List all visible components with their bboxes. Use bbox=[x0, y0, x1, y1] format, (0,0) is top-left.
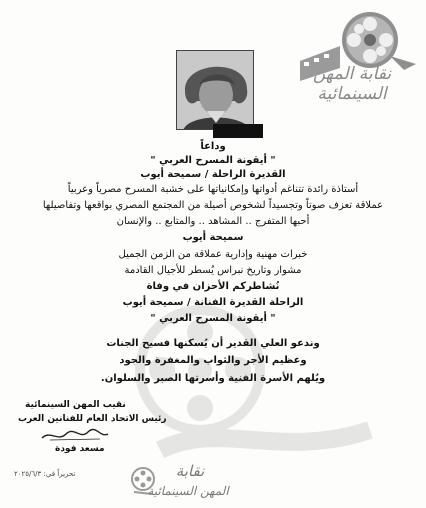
portrait-image bbox=[177, 51, 254, 130]
tribute-line-1: أستاذة رائدة تتناغم أدواتها وإمكانياتها على خشبة المسرح مصرياً وعربياً bbox=[67, 184, 359, 195]
signer-role-2: رئيس الاتحاد العام للفنانين العرب bbox=[18, 414, 167, 424]
prayer-line-3: ويُلهم الأسرة الفنية وأسرتها الصبر والسلوان. bbox=[100, 373, 326, 384]
tribute-line-3: أحبها المتفرج .. المشاهد .. والمتابع .. والإنسان bbox=[116, 216, 310, 227]
footer-logo-line-1: نقابة bbox=[175, 462, 205, 480]
tribute-line-2: عملاقة تعزف صوتاً وتجسيداً لشخوص أصيلة من المجتمع المصري بواقعها وتفاصيلها bbox=[42, 200, 384, 211]
handwritten-signature bbox=[40, 426, 110, 444]
signer-name: مسعد فودة bbox=[55, 444, 105, 454]
farewell-heading: وداعاً bbox=[200, 141, 226, 152]
late-artist-line: الراحلة القديرة الفنانة / سميحة أيوب bbox=[122, 297, 304, 308]
footer-logo-line-2: المهن السينمائية bbox=[147, 484, 229, 498]
tribute-line-4: خبرات مهنية وإدارية عملاقة من الزمن الجميل bbox=[118, 249, 308, 260]
film-reel-watermark bbox=[120, 300, 380, 470]
tribute-line-5: مشوار وتاريخ نبراس يُسطر للأجيال القادمة bbox=[124, 265, 302, 276]
signer-role-1: نقيب المهن السينمائية bbox=[25, 400, 126, 410]
condolence-line: نُشاطركم الأحزان في وفاة bbox=[146, 281, 280, 292]
portrait-photo bbox=[176, 50, 254, 130]
late-name: القديرة الراحلة / سميحة أيوب bbox=[140, 169, 286, 180]
prayer-line-2: وعظيم الأجر والثواب والمغفرة والجود bbox=[119, 355, 307, 366]
title-quote-2: " أيقونة المسرح العربي " bbox=[150, 313, 276, 324]
title-quote: " أيقونة المسرح العربي " bbox=[150, 155, 276, 166]
prayer-line-1: وندعو العلي القدير أن يُسكنها فسيح الجنات bbox=[106, 338, 320, 349]
name-heading: سميحة أيوب bbox=[182, 232, 244, 243]
header-logo-text: نقابة المهن السينمائية bbox=[312, 64, 392, 104]
mourning-ribbon bbox=[213, 124, 263, 138]
issue-date: تحريراً في: ٢٠٢٥/٦/٣ bbox=[14, 470, 76, 478]
